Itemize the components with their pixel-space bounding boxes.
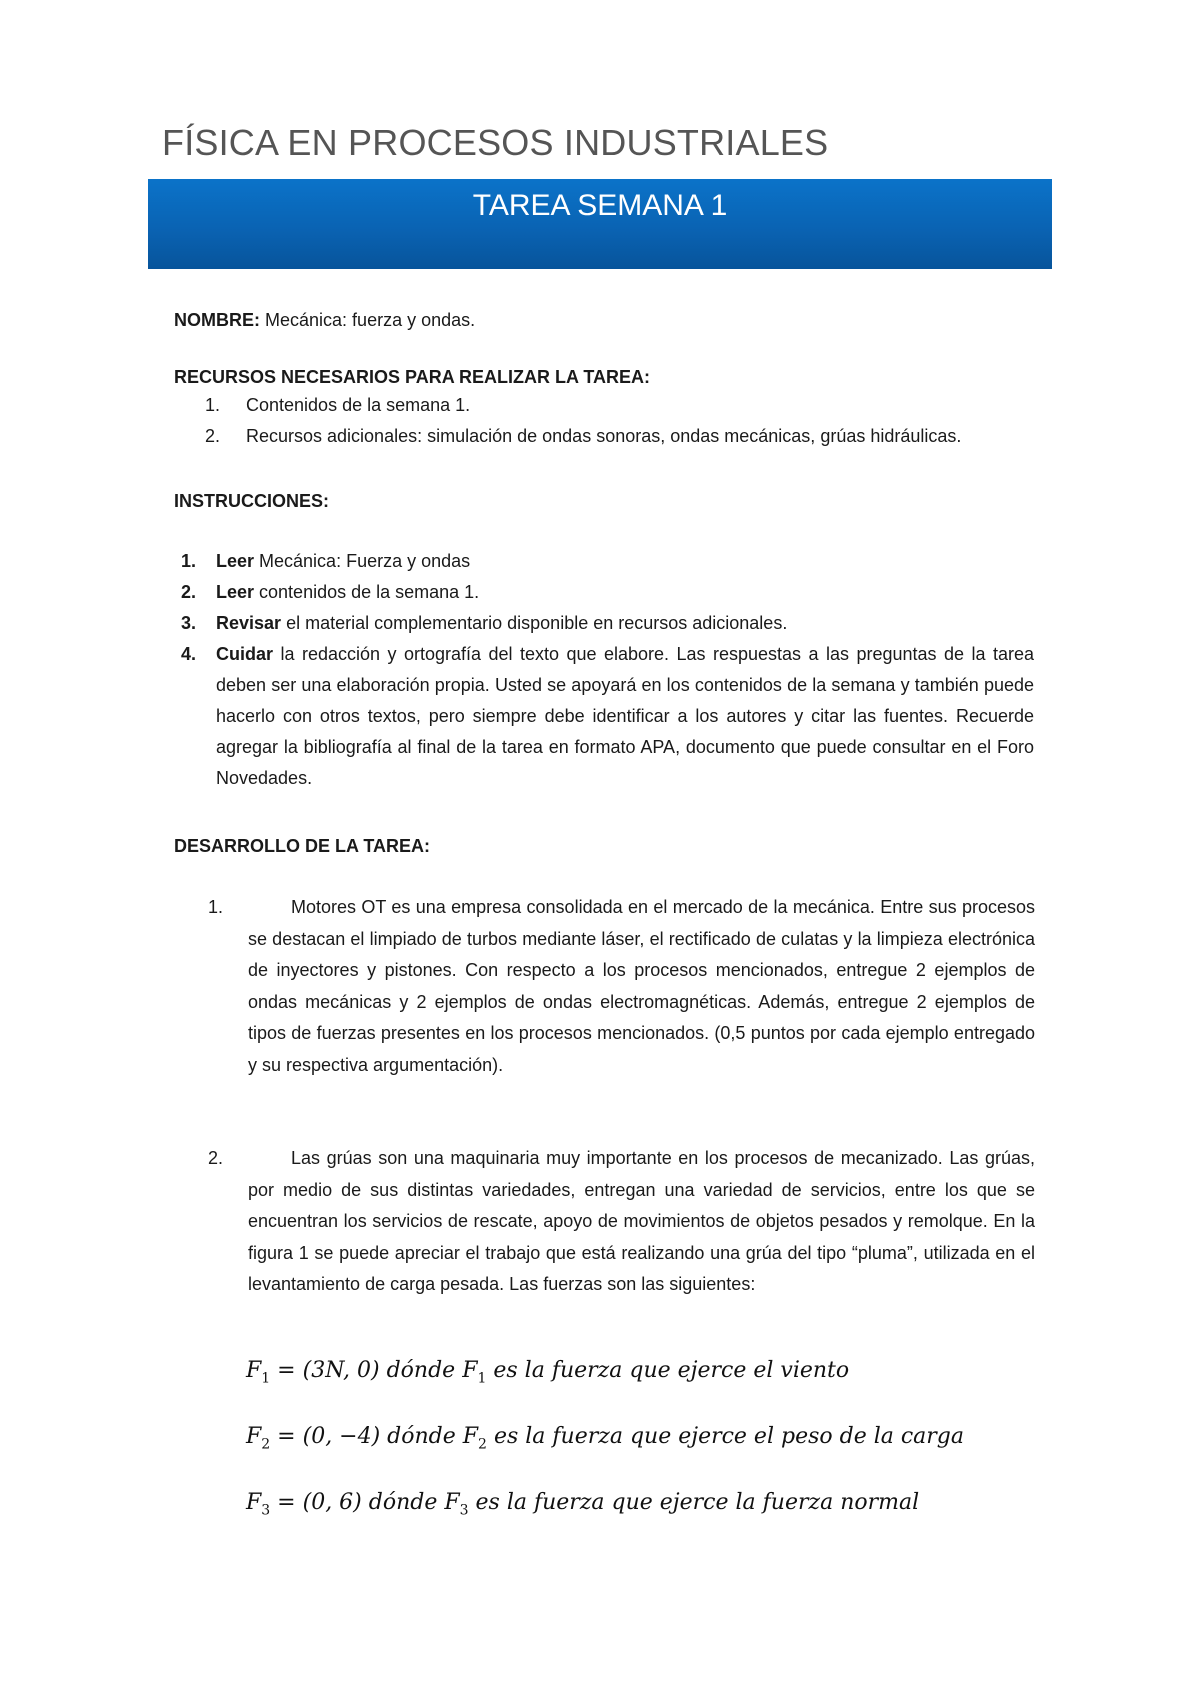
list-item-text: Contenidos de la semana 1. (246, 395, 471, 415)
nombre-value: Mecánica: fuerza y ondas. (265, 310, 476, 330)
list-item-verb: Revisar (216, 613, 282, 633)
list-item (196, 421, 1056, 452)
list-item-number: 3. (180, 613, 196, 633)
list-item-number: 2. (204, 426, 220, 446)
task-item-1 (208, 892, 1035, 1081)
list-item-text: el material complementario disponible en recursos adicionales. (281, 613, 788, 633)
list-item-number: 2. (180, 582, 196, 602)
list-item (196, 390, 1056, 421)
task-number: 1. (208, 897, 224, 917)
list-item-text: Recursos adicionales: simulación de ondas sonoras, ondas mecánicas, grúas hidráulicas. (246, 426, 962, 446)
list-item (172, 546, 1034, 577)
list-item-number: 4. (180, 644, 196, 664)
course-title: FÍSICA EN PROCESOS INDUSTRIALES (162, 122, 829, 163)
list-item (172, 608, 1034, 639)
banner-title: TAREA SEMANA 1 (472, 189, 728, 222)
list-item-number: 1. (204, 395, 220, 415)
task-text: Las grúas son una maquinaria muy importante en los procesos de mecanizado. Las grúas, por medio de sus distintas variedades, entregan una variedad de servicios, entre los que se encuentran los servicios de rescate, apoyo de movimientos de objetos pesados y remolque. En la figura 1 se puede apreciar el trabajo que está realizando una grúa del tipo “pluma”, utilizada en el levantamiento de carga pesada. Las fuerzas son las siguientes: (248, 1148, 1035, 1294)
list-item-verb: Cuidar (216, 644, 274, 664)
formula-f3: $F_3 = (0$, 6) dónde $F_3$ es la fuerza que ejerce la fuerza normal (246, 1490, 920, 1519)
list-item-text: contenidos de la semana 1. (254, 582, 480, 602)
list-item-text: Mecánica: Fuerza y ondas (254, 551, 471, 571)
title-banner (148, 179, 1052, 269)
task-text: Motores OT es una empresa consolidada en el mercado de la mecánica. Entre sus procesos se destacan el limpiado de turbos mediante láser, el rectificado de culatas y la limpieza electrónica de inyectores y pistones. Con respecto a los procesos mencionados, entregue 2 ejemplos de ondas mecánicas y 2 ejemplos de ondas electromagnéticas. Además, entregue 2 ejemplos de tipos de fuerzas presentes en los procesos mencionados. (0,5 puntos por cada ejemplo entregado y su respectiva argumentación). (248, 897, 1035, 1075)
list-item-verb: Leer (216, 551, 255, 571)
nombre-label: NOMBRE: (174, 310, 260, 330)
list-item-number: 1. (180, 551, 196, 571)
recursos-heading: RECURSOS NECESARIOS PARA REALIZAR LA TAREA: (174, 367, 651, 387)
nombre-line (174, 305, 475, 336)
task-item-2 (208, 1143, 1035, 1301)
instrucciones-list (172, 546, 1034, 794)
list-item (172, 639, 1034, 794)
instrucciones-heading: INSTRUCCIONES: (174, 491, 330, 511)
list-item-verb: Leer (216, 582, 255, 602)
desarrollo-heading: DESARROLLO DE LA TAREA: (174, 836, 430, 856)
recursos-list (196, 390, 1056, 452)
formula-f2: $F_2 = (0$, −4) dónde $F_2$ es la fuerza que ejerce el peso de la carga (246, 1424, 965, 1453)
task-number: 2. (208, 1148, 224, 1168)
formula-f1: $F_1 = (3N$, 0) dónde $F_1$ es la fuerza que ejerce el viento (246, 1358, 850, 1387)
list-item (172, 577, 1034, 608)
list-item-text: la redacción y ortografía del texto que elabore. Las respuestas a las preguntas de la tarea deben ser una elaboración propia. Usted se apoyará en los contenidos de la semana y también puede hacerlo con otros textos, pero siempre debe identificar a los autores y citar las fuentes. Recuerde agregar la bibliografía al final de la tarea en formato APA, documento que puede consultar en el Foro Novedades. (216, 644, 1034, 788)
